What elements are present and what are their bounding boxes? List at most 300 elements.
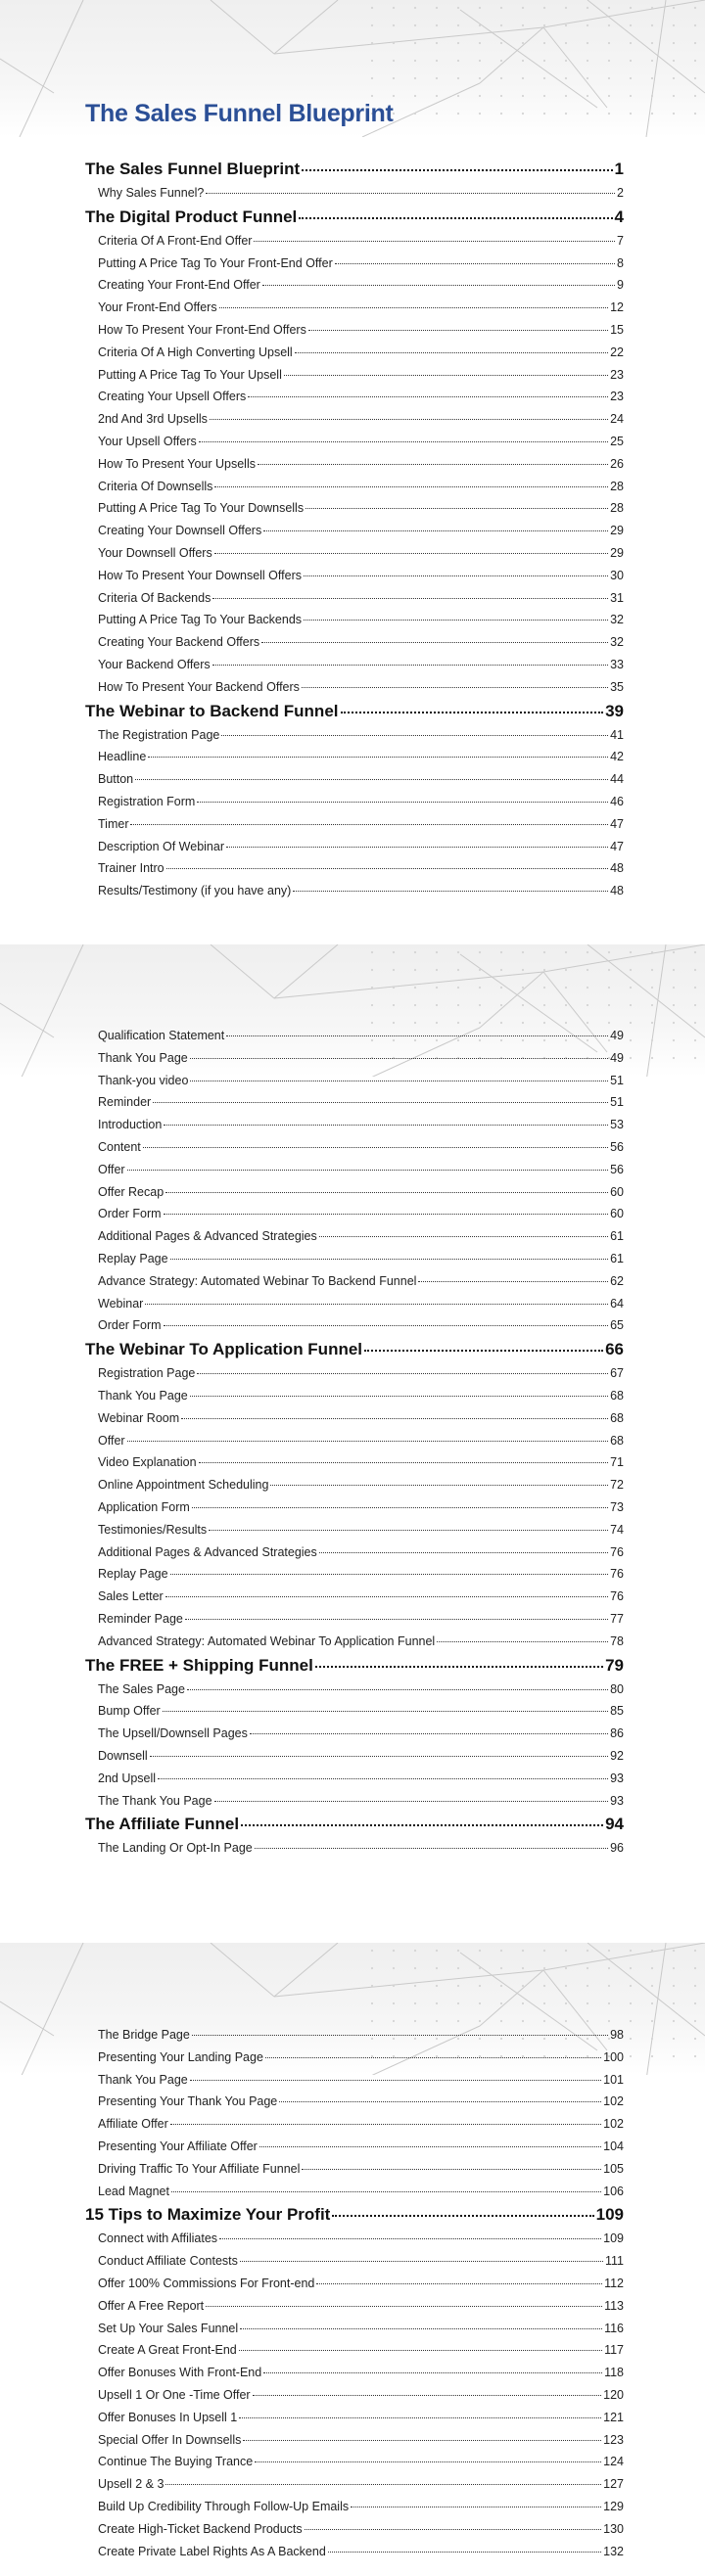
toc-section-entry[interactable] [85, 654, 624, 676]
toc-section-entry[interactable] [85, 2362, 624, 2384]
dot-leader [164, 1125, 608, 1126]
toc-entry-page-number: 129 [603, 2499, 624, 2513]
dot-leader [258, 464, 608, 465]
toc-entry-page-number: 86 [610, 1726, 624, 1741]
toc-entry-title: Registration Page [98, 1366, 196, 1381]
dot-leader [248, 396, 608, 397]
dot-leader [181, 1418, 608, 1419]
toc-entry-page-number: 51 [610, 1095, 624, 1110]
dot-leader [319, 1552, 608, 1553]
toc-entry-page-number: 92 [610, 1748, 624, 1763]
toc-entry-page-number: 76 [610, 1544, 624, 1559]
dot-leader [192, 2035, 608, 2036]
toc-entry-page-number: 29 [610, 524, 624, 538]
toc-entry-page-number: 112 [604, 2276, 624, 2290]
toc-entry-title: Video Explanation [98, 1455, 197, 1470]
toc-entry-title: Description Of Webinar [98, 839, 224, 853]
toc-entry-title: The Registration Page [98, 727, 220, 742]
toc-chapter-entry[interactable] [85, 699, 624, 724]
toc-entry-page-number: 80 [610, 1681, 624, 1696]
toc-entry-page-number: 22 [610, 345, 624, 359]
toc-entry-title: Thank You Page [98, 2072, 188, 2087]
dot-leader [364, 1350, 603, 1352]
toc-entry-title: Create High-Ticket Backend Products [98, 2521, 303, 2536]
toc-section-entry[interactable] [85, 476, 624, 498]
dot-leader [261, 642, 608, 643]
toc-entry-title: Webinar Room [98, 1410, 180, 1425]
toc-section-entry[interactable] [85, 431, 624, 453]
toc-section-entry[interactable] [85, 2429, 624, 2452]
toc-entry-title: 15 Tips to Maximize Your Profit [85, 2205, 331, 2225]
dot-leader [206, 193, 615, 194]
toc-section-entry[interactable] [85, 1136, 624, 1159]
toc-section-entry[interactable] [85, 1496, 624, 1519]
toc-entry-page-number: 130 [603, 2521, 624, 2536]
toc-section-entry[interactable] [85, 1700, 624, 1723]
toc-entry-title: The Landing Or Opt-In Page [98, 1841, 253, 1856]
toc-entry-title: Testimonies/Results [98, 1522, 208, 1537]
toc-entry-page-number: 9 [617, 278, 624, 293]
toc-entry-title: Criteria Of Backends [98, 590, 212, 605]
dot-leader [163, 1711, 608, 1712]
toc-section-entry[interactable] [85, 319, 624, 342]
toc-entry-page-number: 68 [610, 1433, 624, 1448]
toc-section-entry[interactable] [85, 1025, 624, 1047]
dot-leader [187, 1689, 608, 1690]
toc-section-entry[interactable] [85, 453, 624, 476]
toc-entry-page-number: 61 [610, 1229, 624, 1244]
toc-chapter-entry[interactable] [85, 1812, 624, 1837]
toc-section-entry[interactable] [85, 1248, 624, 1270]
toc-entry-page-number: 65 [610, 1318, 624, 1333]
toc-entry-title: Putting A Price Tag To Your Downsells [98, 501, 305, 516]
toc-section-entry[interactable] [85, 2181, 624, 2203]
toc-entry-title: Criteria Of Downsells [98, 479, 213, 493]
toc-entry-page-number: 32 [610, 613, 624, 627]
toc-entry-page-number: 104 [603, 2139, 624, 2153]
toc-chapter-entry[interactable] [85, 157, 624, 182]
toc-section-entry[interactable] [85, 2273, 624, 2295]
toc-entry-title: Online Appointment Scheduling [98, 1478, 269, 1493]
toc-entry-title: Timer [98, 816, 129, 831]
dot-leader [253, 2395, 602, 2396]
toc-entry-page-number: 23 [610, 390, 624, 404]
dot-leader [199, 441, 608, 442]
toc-entry-title: Conduct Affiliate Contests [98, 2254, 238, 2269]
toc-entry-title: Putting A Price Tag To Your Front-End Offer [98, 255, 333, 270]
toc-entry-page-number: 56 [610, 1162, 624, 1176]
toc-section-entry[interactable] [85, 230, 624, 253]
toc-entry-page-number: 124 [603, 2455, 624, 2469]
toc-entry-page-number: 120 [603, 2387, 624, 2402]
dot-leader [240, 2328, 602, 2329]
toc-section-entry[interactable] [85, 1430, 624, 1452]
dot-leader [214, 486, 608, 487]
toc-chapter-entry[interactable] [85, 1653, 624, 1679]
dot-leader [199, 1462, 609, 1463]
toc-section-entry[interactable] [85, 1723, 624, 1745]
toc-entry-page-number: 47 [610, 839, 624, 853]
dot-leader [335, 263, 615, 264]
toc-entry-title: The Digital Product Funnel [85, 207, 298, 226]
dot-leader [299, 217, 612, 219]
toc-entry-page-number: 64 [610, 1296, 624, 1311]
toc-entry-title: Offer A Free Report [98, 2298, 205, 2313]
dot-leader [316, 2283, 602, 2284]
toc-section-entry[interactable] [85, 2407, 624, 2429]
toc-entry-page-number: 78 [610, 1633, 624, 1648]
toc-entry-page-number: 2 [617, 186, 624, 200]
toc-entry-page-number: 94 [605, 1815, 624, 1834]
toc-entry-title: How To Present Your Backend Offers [98, 679, 300, 694]
toc-entry-page-number: 28 [610, 501, 624, 516]
toc-entry-title: Offer 100% Commissions For Front-end [98, 2276, 315, 2290]
toc-section-entry[interactable] [85, 2496, 624, 2518]
dot-leader [219, 2238, 601, 2239]
toc-entry-title: Trainer Intro [98, 861, 164, 876]
toc-entry-page-number: 46 [610, 794, 624, 808]
toc-entry-title: Advance Strategy: Automated Webinar To Backend Funnel [98, 1273, 417, 1288]
toc-entry-page-number: 60 [610, 1184, 624, 1199]
dot-leader [145, 1304, 608, 1305]
dot-leader [341, 712, 604, 713]
toc-entry-title: Connect with Affiliates [98, 2231, 218, 2246]
dot-leader [214, 553, 608, 554]
toc-section-entry[interactable] [85, 1070, 624, 1092]
toc-entry-title: Content [98, 1139, 141, 1154]
toc-page-2 [85, 1025, 624, 1860]
dot-leader [190, 1058, 608, 1059]
toc-entry-title: The Upsell/Downsell Pages [98, 1726, 248, 1741]
toc-section-entry[interactable] [85, 542, 624, 565]
toc-section-entry[interactable] [85, 1586, 624, 1608]
toc-section-entry[interactable] [85, 2339, 624, 2362]
dot-leader [197, 1373, 608, 1374]
toc-section-entry[interactable] [85, 2158, 624, 2181]
toc-entry-title: Registration Form [98, 794, 196, 808]
toc-entry-page-number: 26 [610, 456, 624, 471]
toc-entry-title: Downsell [98, 1748, 148, 1763]
toc-entry-title: Presenting Your Affiliate Offer [98, 2139, 258, 2153]
toc-entry-page-number: 76 [610, 1589, 624, 1604]
dot-leader [135, 779, 608, 780]
toc-entry-page-number: 109 [603, 2231, 624, 2246]
dot-leader [127, 1170, 609, 1171]
dot-leader [259, 2146, 601, 2147]
toc-section-entry[interactable] [85, 2136, 624, 2158]
dot-leader [265, 2057, 601, 2058]
toc-section-entry[interactable] [85, 297, 624, 319]
toc-section-entry[interactable] [85, 746, 624, 768]
dot-leader [153, 1102, 608, 1103]
toc-entry-title: The Thank You Page [98, 1793, 212, 1808]
toc-section-entry[interactable] [85, 2250, 624, 2273]
toc-section-entry[interactable] [85, 2113, 624, 2136]
toc-section-entry[interactable] [85, 2541, 624, 2563]
toc-entry-title: Offer Bonuses In Upsell 1 [98, 2410, 238, 2424]
toc-entry-page-number: 113 [604, 2298, 624, 2313]
dot-leader [221, 735, 608, 736]
toc-entry-page-number: 7 [617, 233, 624, 248]
toc-section-entry[interactable] [85, 274, 624, 297]
toc-entry-title: Offer [98, 1433, 125, 1448]
dot-leader [212, 665, 608, 666]
toc-section-entry[interactable] [85, 609, 624, 631]
dot-leader [210, 419, 608, 420]
toc-section-entry[interactable] [85, 520, 624, 542]
toc-entry-page-number: 24 [610, 412, 624, 427]
toc-entry-title: Offer Bonuses With Front-End [98, 2366, 262, 2380]
dot-leader [255, 2461, 601, 2462]
dot-leader [295, 352, 608, 353]
toc-section-entry[interactable] [85, 386, 624, 408]
toc-entry-title: Presenting Your Landing Page [98, 2049, 263, 2064]
toc-chapter-entry[interactable] [85, 205, 624, 230]
toc-entry-page-number: 132 [603, 2544, 624, 2558]
toc-section-entry[interactable] [85, 2451, 624, 2473]
toc-entry-title: Creating Your Front-End Offer [98, 278, 260, 293]
toc-entry-title: Criteria Of A High Converting Upsell [98, 345, 293, 359]
toc-entry-title: Create A Great Front-End [98, 2343, 237, 2358]
toc-entry-title: Your Downsell Offers [98, 545, 212, 560]
toc-section-entry[interactable] [85, 2318, 624, 2340]
toc-section-entry[interactable] [85, 768, 624, 791]
toc-section-entry[interactable] [85, 1563, 624, 1586]
dot-leader [214, 1801, 609, 1802]
toc-entry-title: Headline [98, 750, 147, 764]
toc-entry-title: Presenting Your Thank You Page [98, 2094, 278, 2109]
toc-entry-page-number: 71 [610, 1455, 624, 1470]
toc-section-entry[interactable] [85, 1362, 624, 1385]
toc-entry-title: Order Form [98, 1318, 162, 1333]
dot-leader [250, 1733, 608, 1734]
toc-entry-title: 2nd And 3rd Upsells [98, 412, 208, 427]
toc-entry-page-number: 102 [603, 2094, 624, 2109]
toc-chapter-entry[interactable] [85, 1337, 624, 1362]
toc-entry-page-number: 31 [610, 590, 624, 605]
toc-entry-title: The Bridge Page [98, 2028, 190, 2042]
toc-entry-title: Sales Letter [98, 1589, 164, 1604]
toc-section-entry[interactable] [85, 1608, 624, 1631]
dot-leader [197, 802, 608, 803]
toc-entry-title: Replay Page [98, 1567, 168, 1582]
dot-leader [165, 1596, 608, 1597]
dot-leader [263, 2372, 602, 2373]
toc-entry-page-number: 123 [603, 2432, 624, 2447]
toc-entry-title: The FREE + Shipping Funnel [85, 1655, 313, 1675]
toc-section-entry[interactable] [85, 1293, 624, 1315]
toc-entry-page-number: 60 [610, 1207, 624, 1221]
toc-entry-title: 2nd Upsell [98, 1771, 157, 1785]
toc-section-entry[interactable] [85, 631, 624, 654]
dot-leader [226, 1035, 608, 1036]
toc-entry-page-number: 12 [610, 300, 624, 315]
toc-entry-page-number: 28 [610, 479, 624, 493]
toc-entry-page-number: 42 [610, 750, 624, 764]
dot-leader [190, 2080, 601, 2081]
toc-section-entry[interactable] [85, 1837, 624, 1860]
toc-entry-title: Putting A Price Tag To Your Backends [98, 613, 303, 627]
toc-section-entry[interactable] [85, 880, 624, 902]
toc-section-entry[interactable] [85, 2384, 624, 2407]
toc-entry-title: Build Up Credibility Through Follow-Up Emails [98, 2499, 350, 2513]
toc-section-entry[interactable] [85, 1314, 624, 1337]
toc-entry-title: Creating Your Backend Offers [98, 635, 260, 650]
toc-section-entry[interactable] [85, 1541, 624, 1564]
toc-entry-title: Set Up Your Sales Funnel [98, 2321, 239, 2335]
dot-leader [164, 1325, 609, 1326]
dot-leader [302, 687, 608, 688]
toc-section-entry[interactable] [85, 1768, 624, 1790]
toc-section-entry[interactable] [85, 1679, 624, 1701]
toc-entry-title: The Affiliate Funnel [85, 1815, 240, 1834]
toc-entry-title: Thank You Page [98, 1388, 188, 1403]
toc-entry-page-number: 30 [610, 568, 624, 582]
toc-section-entry[interactable] [85, 1631, 624, 1653]
toc-entry-page-number: 118 [604, 2366, 624, 2380]
dot-leader [185, 1619, 608, 1620]
toc-section-entry[interactable] [85, 1181, 624, 1204]
toc-section-entry[interactable] [85, 791, 624, 813]
toc-section-entry[interactable] [85, 565, 624, 587]
toc-entry-page-number: 106 [603, 2184, 624, 2198]
toc-section-entry[interactable] [85, 1270, 624, 1293]
dot-leader [219, 307, 609, 308]
dot-leader [437, 1641, 608, 1642]
toc-section-entry[interactable] [85, 857, 624, 880]
toc-entry-title: Criteria Of A Front-End Offer [98, 233, 253, 248]
toc-entry-title: Button [98, 772, 134, 787]
toc-section-entry[interactable] [85, 1047, 624, 1070]
toc-section-entry[interactable] [85, 1451, 624, 1474]
toc-entry-page-number: 111 [604, 2254, 624, 2269]
toc-entry-page-number: 98 [610, 2028, 624, 2042]
toc-entry-page-number: 4 [614, 207, 624, 226]
toc-entry-page-number: 33 [610, 657, 624, 671]
toc-entry-title: Your Front-End Offers [98, 300, 217, 315]
toc-entry-title: Create Private Label Rights As A Backend [98, 2544, 326, 2558]
toc-entry-page-number: 35 [610, 679, 624, 694]
dot-leader [127, 1441, 609, 1442]
toc-section-entry[interactable] [85, 2295, 624, 2318]
dot-leader [332, 2215, 593, 2217]
toc-section-entry[interactable] [85, 1519, 624, 1541]
toc-entry-page-number: 56 [610, 1139, 624, 1154]
toc-section-entry[interactable] [85, 2091, 624, 2113]
dot-leader [328, 2552, 601, 2553]
toc-section-entry[interactable] [85, 1091, 624, 1114]
dot-leader [254, 241, 615, 242]
toc-entry-title: Special Offer In Downsells [98, 2432, 242, 2447]
toc-entry-title: How To Present Your Upsells [98, 456, 256, 471]
toc-entry-page-number: 102 [603, 2117, 624, 2132]
dot-leader [302, 169, 612, 171]
toc-entry-page-number: 105 [603, 2161, 624, 2176]
dot-leader [143, 1147, 608, 1148]
toc-entry-page-number: 72 [610, 1478, 624, 1493]
toc-section-entry[interactable] [85, 182, 624, 205]
toc-entry-page-number: 53 [610, 1118, 624, 1132]
dot-leader [241, 1824, 603, 1826]
toc-entry-title: The Webinar to Backend Funnel [85, 701, 339, 720]
toc-section-entry[interactable] [85, 587, 624, 610]
toc-entry-title: The Webinar To Application Funnel [85, 1340, 363, 1359]
dot-leader [209, 1530, 608, 1531]
dot-leader [239, 2350, 602, 2351]
toc-section-entry[interactable] [85, 497, 624, 520]
dot-leader [308, 330, 608, 331]
toc-entry-page-number: 100 [603, 2049, 624, 2064]
toc-entry-page-number: 41 [610, 727, 624, 742]
toc-entry-title: Why Sales Funnel? [98, 186, 205, 200]
toc-entry-page-number: 15 [610, 322, 624, 337]
toc-section-entry[interactable] [85, 342, 624, 364]
toc-entry-title: The Sales Page [98, 1681, 185, 1696]
dot-leader [165, 1192, 608, 1193]
toc-section-entry[interactable] [85, 2518, 624, 2541]
toc-entry-title: Affiliate Offer [98, 2117, 168, 2132]
toc-entry-title: Thank-you video [98, 1073, 189, 1087]
toc-section-entry[interactable] [85, 408, 624, 431]
toc-entry-title: Upsell 2 & 3 [98, 2477, 164, 2492]
toc-section-entry[interactable] [85, 1385, 624, 1407]
toc-section-entry[interactable] [85, 1790, 624, 1813]
toc-entry-page-number: 68 [610, 1410, 624, 1425]
toc-section-entry[interactable] [85, 1225, 624, 1248]
toc-section-entry[interactable] [85, 2047, 624, 2069]
dot-leader [130, 824, 608, 825]
toc-entry-page-number: 49 [610, 1029, 624, 1042]
toc-section-entry[interactable] [85, 836, 624, 858]
toc-entry-title: Offer Recap [98, 1184, 164, 1199]
toc-entry-title: How To Present Your Front-End Offers [98, 322, 306, 337]
toc-chapter-entry[interactable] [85, 2202, 624, 2228]
toc-entry-page-number: 79 [605, 1655, 624, 1675]
toc-section-entry[interactable] [85, 813, 624, 836]
toc-entry-title: Reminder [98, 1095, 152, 1110]
toc-section-entry[interactable] [85, 2024, 624, 2047]
toc-section-entry[interactable] [85, 253, 624, 275]
toc-section-entry[interactable] [85, 1203, 624, 1225]
toc-entry-page-number: 121 [603, 2410, 624, 2424]
toc-entry-page-number: 32 [610, 635, 624, 650]
toc-section-entry[interactable] [85, 2228, 624, 2250]
toc-section-entry[interactable] [85, 364, 624, 387]
toc-entry-page-number: 76 [610, 1567, 624, 1582]
toc-entry-title: Thank You Page [98, 1050, 188, 1065]
dot-leader [284, 375, 608, 376]
toc-section-entry[interactable] [85, 2069, 624, 2092]
toc-section-entry[interactable] [85, 724, 624, 747]
dot-leader [164, 1214, 609, 1215]
toc-entry-title: Results/Testimony (if you have any) [98, 884, 292, 898]
dot-leader [293, 891, 608, 892]
toc-section-entry[interactable] [85, 1745, 624, 1768]
toc-section-entry[interactable] [85, 676, 624, 699]
toc-section-entry[interactable] [85, 1114, 624, 1136]
toc-section-entry[interactable] [85, 1474, 624, 1496]
toc-section-entry[interactable] [85, 1159, 624, 1181]
dot-leader [319, 1236, 608, 1237]
dot-leader [170, 1574, 609, 1575]
toc-entry-page-number: 67 [610, 1366, 624, 1381]
dot-leader [226, 847, 608, 848]
toc-entry-page-number: 96 [610, 1841, 624, 1856]
toc-section-entry[interactable] [85, 2473, 624, 2496]
toc-entry-title: Order Form [98, 1207, 162, 1221]
toc-section-entry[interactable] [85, 1407, 624, 1430]
toc-entry-title: Advanced Strategy: Automated Webinar To Application Funnel [98, 1633, 436, 1648]
